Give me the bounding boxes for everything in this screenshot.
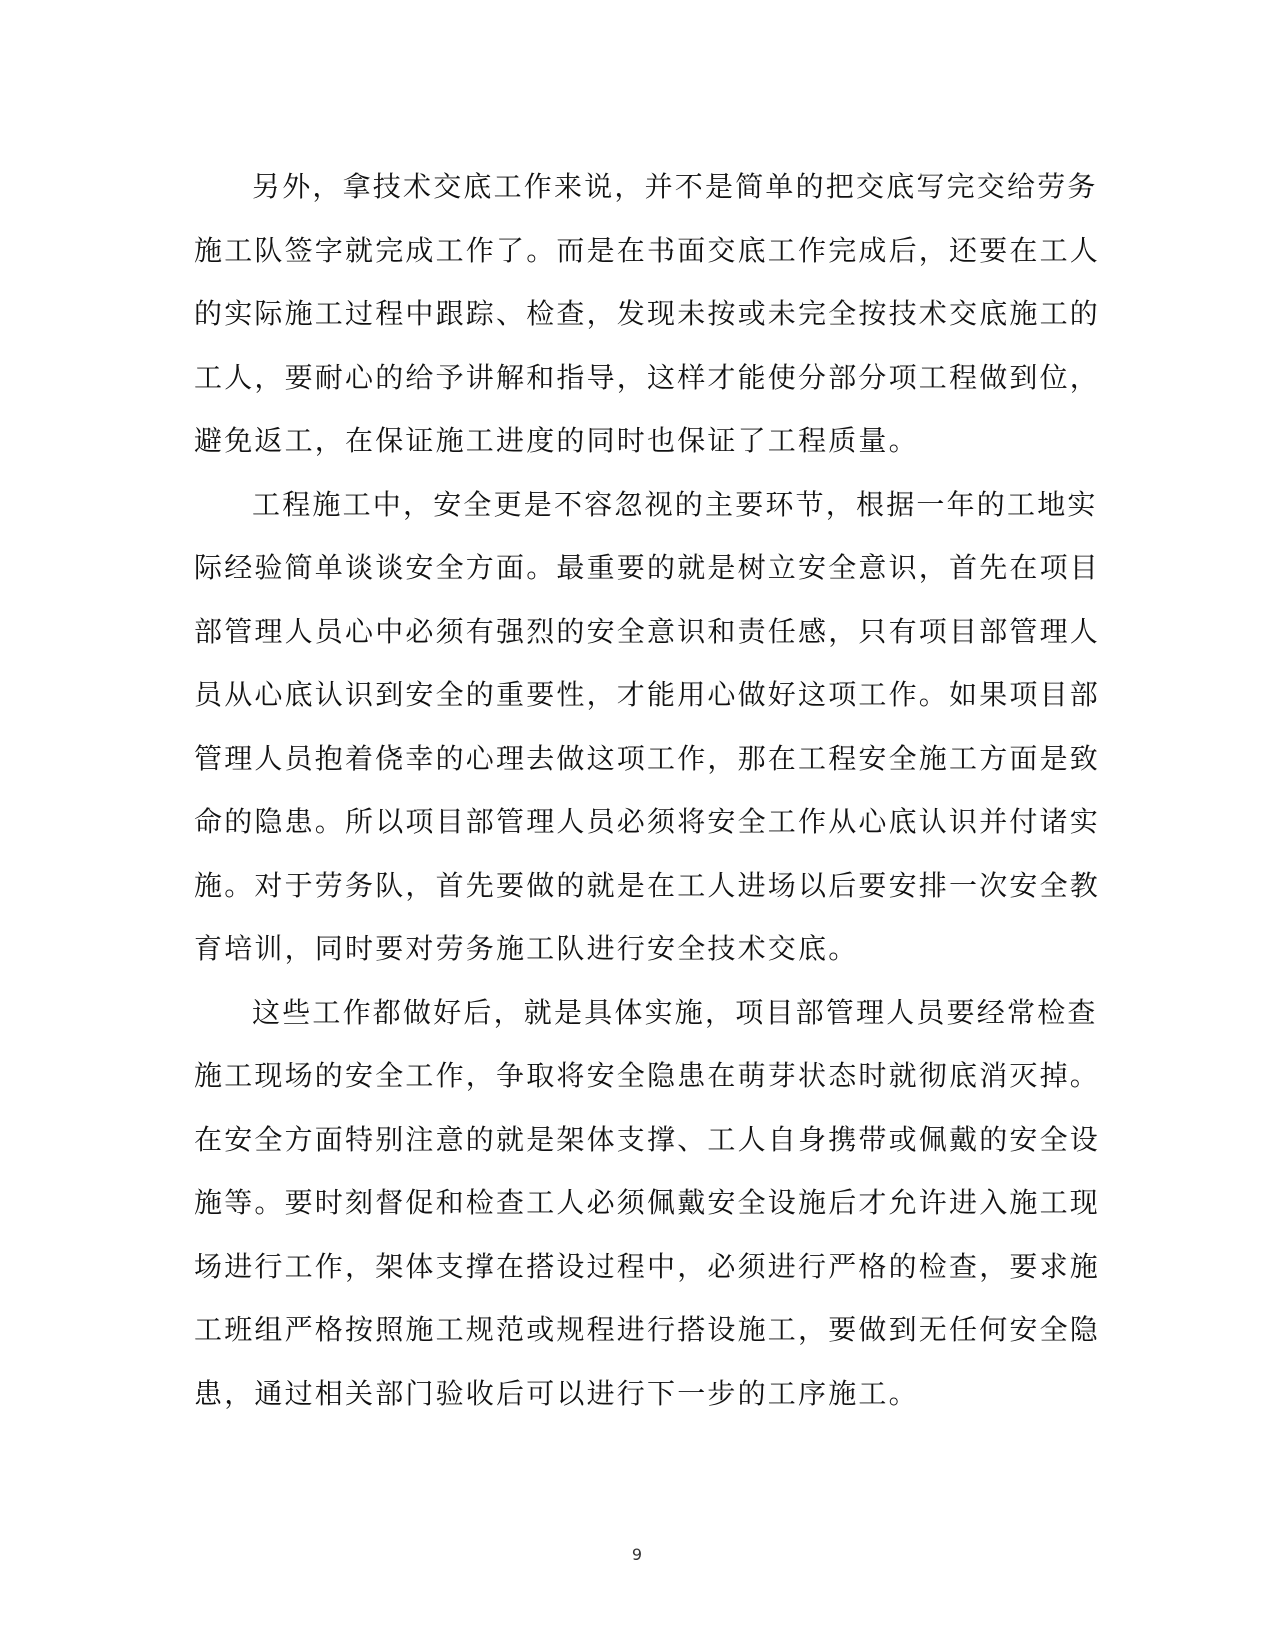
paragraph-2-line-7: 施。对于劳务队，首先要做的就是在工人进场以后要安排一次安全教 (194, 868, 1101, 902)
paragraph-3-line-1: 这些工作都做好后，就是具体实施，项目部管理人员要经常检查 (252, 995, 1098, 1029)
paragraph-1-line-2: 施工队签字就完成工作了。而是在书面交底工作完成后，还要在工人 (194, 233, 1101, 267)
paragraph-2-line-2: 际经验简单谈谈安全方面。最重要的就是树立安全意识，首先在项目 (194, 551, 1101, 584)
paragraph-2-line-6: 命的隐患。所以项目部管理人员必须将安全工作从心底认识并付诸实 (194, 805, 1101, 838)
paragraph-2-line-8: 育培训，同时要对劳务施工队进行安全技术交底。 (194, 932, 859, 965)
paragraph-3-line-3: 在安全方面特别注意的就是架体支撑、工人自身携带或佩戴的安全设 (194, 1122, 1101, 1156)
paragraph-1-line-4: 工人，要耐心的给予讲解和指导，这样才能使分部分项工程做到位， (194, 360, 1101, 394)
paragraph-2-line-1: 工程施工中，安全更是不容忽视的主要环节，根据一年的工地实 (252, 487, 1098, 521)
body-text (194, 155, 1101, 1425)
paragraph-3-line-4: 施等。要时刻督促和检查工人必须佩戴安全设施后才允许进入施工现 (194, 1186, 1101, 1219)
paragraph-3-line-5: 场进行工作，架体支撑在搭设过程中，必须进行严格的检查，要求施 (194, 1249, 1101, 1283)
paragraph-1-line-1: 另外，拿技术交底工作来说，并不是简单的把交底写完交给劳务 (252, 170, 1098, 203)
page-number: 9 (631, 1545, 643, 1564)
paragraph-3-line-7: 患，通过相关部门验收后可以进行下一步的工序施工。 (194, 1376, 919, 1410)
paragraph-3-line-2: 施工现场的安全工作，争取将安全隐患在萌芽状态时就彻底消灭掉。 (194, 1059, 1101, 1092)
paragraph-1-line-3: 的实际施工过程中跟踪、检查，发现未按或未完全按技术交底施工的 (194, 297, 1101, 330)
paragraph-1-line-5: 避免返工，在保证施工进度的同时也保证了工程质量。 (194, 424, 919, 457)
paragraph-2-line-5: 管理人员抱着侥幸的心理去做这项工作，那在工程安全施工方面是致 (194, 741, 1101, 775)
paragraph-3-line-6: 工班组严格按照施工规范或规程进行搭设施工，要做到无任何安全隐 (194, 1313, 1101, 1346)
paragraph-2-line-3: 部管理人员心中必须有强烈的安全意识和责任感，只有项目部管理人 (194, 614, 1101, 648)
paragraph-2-line-4: 员从心底认识到安全的重要性，才能用心做好这项工作。如果项目部 (194, 678, 1101, 711)
